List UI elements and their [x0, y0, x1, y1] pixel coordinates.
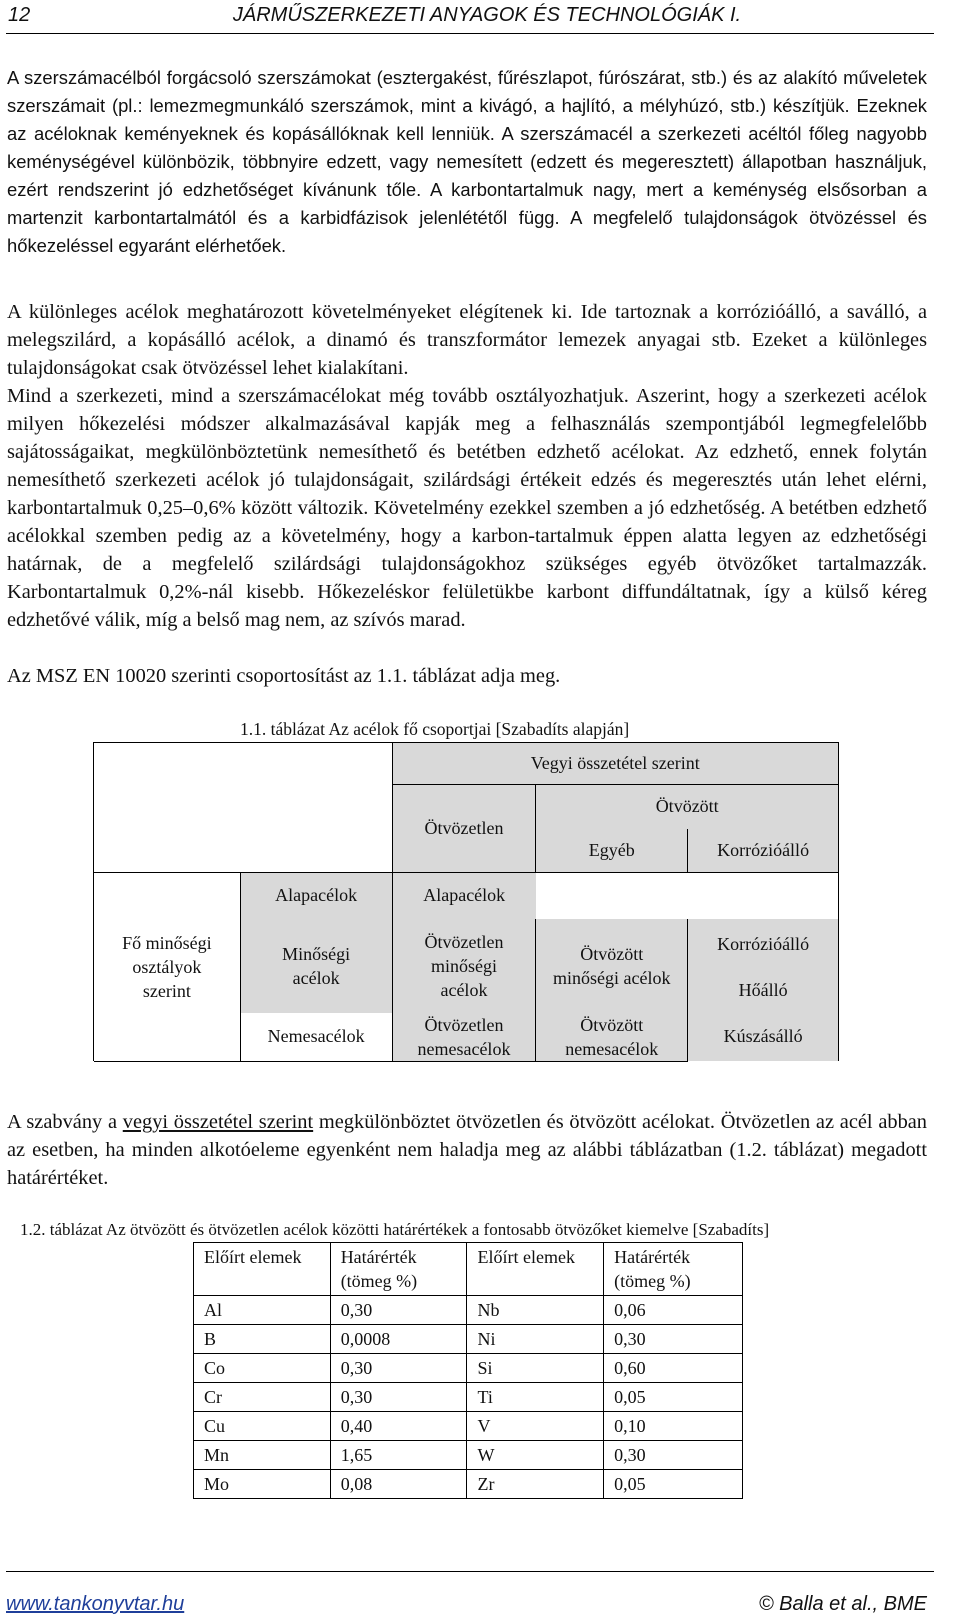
- unalloyed-header: Ötvözetlen: [392, 785, 536, 873]
- alloyed-quality-steels: Ötvözött minőségi acélok: [553, 943, 671, 988]
- alloyed-noble-steels: Ötvözött nemesacélok: [565, 1014, 659, 1059]
- paragraph-tool-steels: A szerszámacélból forgácsoló szerszámokat (esztergakést, fűrészlapot, fúrószárat, stb.) és az alakító műveletek szerszámait (pl.: lemezmegmunkáló szerszámok, mint a kivágó, a hajlító, a mélyhúzó, stb.) készítjük. Ezeknek az acéloknak keményeknek és kopásállóknak kell lenniük. A szerszámacél a szerkezeti acéltól főleg nagyobb keménységével különbözik, többnyire edzett, vagy nemesített (edzett és megeresztett) állapotban használjuk, ezért rendszerint jó edzhetőséget kívánunk tőle. A karbontartalmuk nagy, mert a keménység elsősorban a martenzit karbontartalmától és a karbidfázisok jelenlététől függ. A megfelelő tulajdonságok ötvözéssel és hőkezeléssel egyaránt elérhetőek.: [7, 67, 927, 256]
- base-steels-mid: Alapacélok: [392, 873, 536, 919]
- quality-steels: Minőségi acélok: [282, 943, 351, 988]
- noble-steels: Nemesacélok: [240, 1013, 392, 1062]
- other-header: Egyéb: [536, 829, 688, 873]
- paragraph-standard: A szabvány a vegyi összetétel szerint megkülönböztet ötvözetlen és ötvözött acélokat. Ötvözetlen az acél abban az esetben, ha minden alkotóeleme egyenként nem haladja meg az alábbi táblázatban (1.2. táblázat) megadott határértéket.: [7, 1111, 928, 1189]
- table1-caption: 1.1. táblázat Az acélok fő csoportjai [Szabadíts alapján]: [240, 719, 630, 739]
- alloy-limits-table: [193, 1242, 743, 1499]
- alloyed-header: Ötvözött: [536, 785, 839, 829]
- table-row: Mo 0,08 Zr 0,05: [194, 1470, 743, 1499]
- table-row: B 0,0008 Ni 0,30: [194, 1325, 743, 1354]
- table-row: Cr 0,30 Ti 0,05: [194, 1383, 743, 1412]
- page-number: 12: [8, 4, 31, 26]
- page-header: [0, 0, 960, 36]
- footer-rule: [6, 1571, 934, 1572]
- unalloyed-noble-steels: Ötvözetlen nemesacélok: [417, 1014, 511, 1059]
- table-row: Al 0,30 Nb 0,06: [194, 1296, 743, 1325]
- special-properties: Korrózióálló Hőálló Kúszásálló: [717, 933, 810, 1046]
- corrosion-resistant-header: Korrózióálló: [688, 829, 839, 873]
- table-row: Cu 0,40 V 0,10: [194, 1412, 743, 1441]
- header-rule: [6, 33, 934, 34]
- table2-caption: 1.2. táblázat Az ötvözött és ötvözetlen acélok közötti határértékek a fontosabb ötvözőket kiemelve [Szabadíts]: [20, 1220, 770, 1239]
- paragraph-special-steels: A különleges acélok meghatározott követelményeket elégítenek ki. Ide tartoznak a korrózióálló, a saválló, a melegszilárd, a kopásálló acélok, a dinamó és transzformátor lemezek anyagai stb. Ezeket a különleges tulajdonságokat csak ötvözéssel lehet kialakítani.: [7, 301, 927, 379]
- main-quality-classes-label: Fő minőségi osztályok szerint: [122, 933, 212, 1001]
- chem-composition-header: Vegyi összetétel szerint: [392, 743, 838, 785]
- base-steels-left: Alapacélok: [240, 873, 392, 919]
- unalloyed-quality-steels: Ötvözetlen minőségi acélok: [424, 931, 504, 1000]
- header-element-2: Előírt elemek: [467, 1243, 604, 1296]
- footer-link[interactable]: www.tankonyvtar.hu: [6, 1593, 185, 1615]
- page-footer: [0, 1571, 960, 1621]
- header-limit-1: Határérték (tömeg %): [330, 1243, 467, 1296]
- footer-copyright: © Balla et al., BME: [758, 1593, 927, 1615]
- paragraph-classification: Mind a szerkezeti, mind a szerszámacélokat még tovább osztályozhatjuk. Aszerint, hogy a szerkezeti acélok milyen hőkezelési módszer alkalmazásával kapják meg a felhasználás szempontjából legmegfelelőbb sajátosságaikat, megkülönböztetünk nemesíthető és betétben edzhető acélokat. Az edzhető, ennek folytán nemesíthető szerkezeti acélok jó tulajdonságait, szilárdsági értékeit edzés és megeresztés után lehet elérni, karbontartalmuk 0,25–0,6% között változik. Követelmény ezekkel szemben a jó edzhetőség. A betétben edzhető acélokkal szemben pedig az a követelmény, hogy a karbon-tartalmuk éppen alatta legyen az edzhetőségi határnak, de a megfelelő szilárdsági tulajdonságokhoz szükséges egyéb ötvözőket tartalmazzák. Karbontartalmuk 0,2%-nál kisebb. Hőkezeléskor felületükbe karbont diffundáltatnak, így a külső kéreg edzhetővé válik, míg a belső mag nem, az szívós marad.: [7, 385, 927, 631]
- paragraph-table-reference: Az MSZ EN 10020 szerinti csoportosítást az 1.1. táblázat adja meg.: [7, 665, 561, 687]
- table-row: Mn 1,65 W 0,30: [194, 1441, 743, 1470]
- header-element-1: Előírt elemek: [194, 1243, 331, 1296]
- table-row: Co 0,30 Si 0,60: [194, 1354, 743, 1383]
- running-title: JÁRMŰSZERKEZETI ANYAGOK ÉS TECHNOLÓGIÁK I.: [232, 4, 742, 26]
- chem-composition-link: vegyi összetétel szerint: [122, 1111, 314, 1133]
- header-limit-2: Határérték (tömeg %): [604, 1243, 743, 1296]
- steel-groups-table: [93, 742, 839, 1062]
